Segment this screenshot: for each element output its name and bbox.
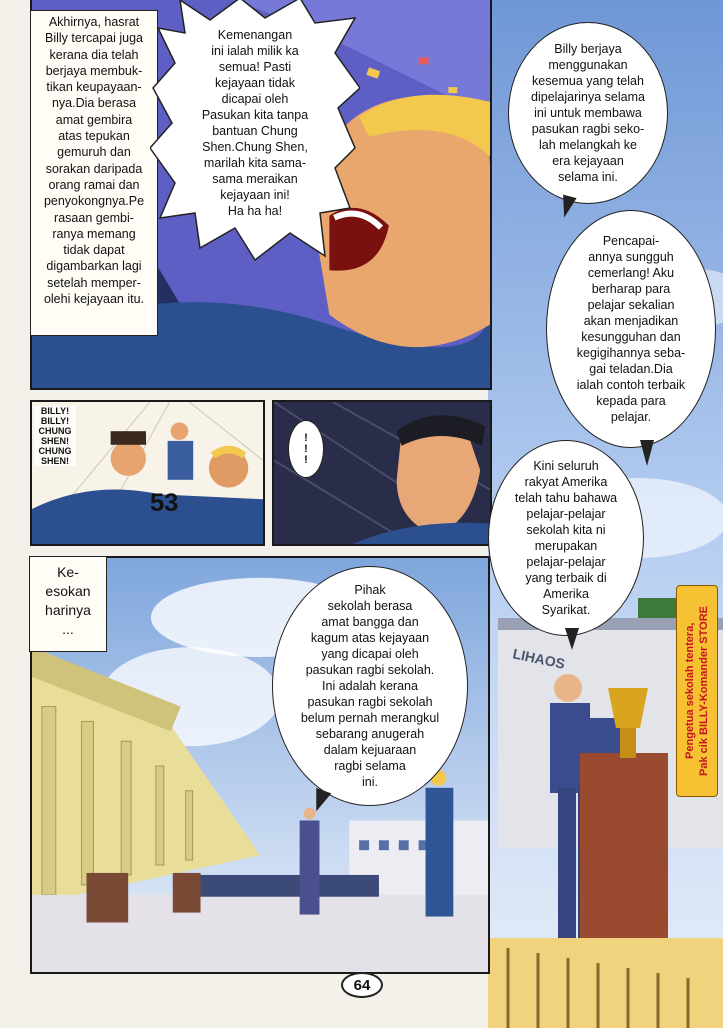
speech-right-3-text: Kini seluruh rakyat Amerika telah tahu bahawa pelajar-pelajar sekolah kita ni merupakan pelajar-pelajar yang terbaik di Amerika Syarikat.	[514, 459, 618, 617]
billy-distant	[426, 770, 454, 917]
panel-chung-shen	[272, 400, 492, 546]
shout-text: Kemenangan ini ialah milik ka semua! Pasti kejayaan tidak dicapai oleh Pasukan kita tanpa bantuan Chung Shen.Chung Shen, marilah kita sama- sama meraikan kejayaan ini! Ha ha ha!	[201, 27, 309, 218]
tail-right-3	[565, 628, 579, 650]
speech-right-1-text: Billy berjaya menggunakan kesemua yang telah dipelajarinya selama ini untuk membawa pasukan ragbi seko- lah melangkah ke era kejayaan selama ini.	[531, 42, 645, 184]
tail-right-2	[640, 440, 654, 466]
speech-bubble-right-2	[546, 210, 716, 448]
jersey-number: 53	[149, 489, 179, 517]
character-label-text: Pengetua sekolah tentera, Pak cik BILLY-Komander STORE	[684, 606, 710, 776]
svg-text:LIHAOS: LIHAOS	[511, 645, 567, 672]
narration-box-billy: Akhirnya, hasrat Billy tercapai juga kerana dia telah berjaya membuk- tikan keupayaan- nya.Dia berasa amat gembira atas tepukan gemuruh dan sorakan daripada orang ramai dan penyokongnya.Pe rasaan gembi- ranya memang tidak dapat digambarkan lagi setelah memper- olehi kejayaan itu.	[30, 10, 158, 336]
speech-school-text: Pihak sekolah berasa amat bangga dan kagum atas kejayaan yang dicapai oleh pasukan ragbi sekolah. Ini adalah kerana pasukan ragbi sekolah belum pernah merangkul sebarang anugerah dalam kejuaraan ragbi selama ini.	[300, 583, 440, 789]
principal-distant	[300, 808, 320, 915]
page-number: 64	[341, 972, 383, 998]
exclaim-text: ! ! !	[304, 431, 308, 466]
character-label	[676, 585, 718, 797]
narration-next-day: Ke- esokan harinya ...	[29, 556, 107, 652]
exclaim-bubble	[288, 420, 324, 478]
speech-bubble-right-3	[488, 440, 644, 636]
cheer-text: BILLY! BILLY! CHUNG SHEN! CHUNG SHEN!	[34, 406, 76, 466]
shout-bubble-billy	[150, 0, 360, 263]
speech-right-2-text: Pencapai- annya sungguh cemerlang! Aku berharap para pelajar sekalian akan menjadikan kesungguhan dan kegigihannya seba- gai teladan.Dia ialah contoh terbaik kepada para pelajar.	[576, 234, 686, 424]
speech-bubble-school	[272, 566, 468, 806]
speech-bubble-right-1	[508, 22, 668, 204]
